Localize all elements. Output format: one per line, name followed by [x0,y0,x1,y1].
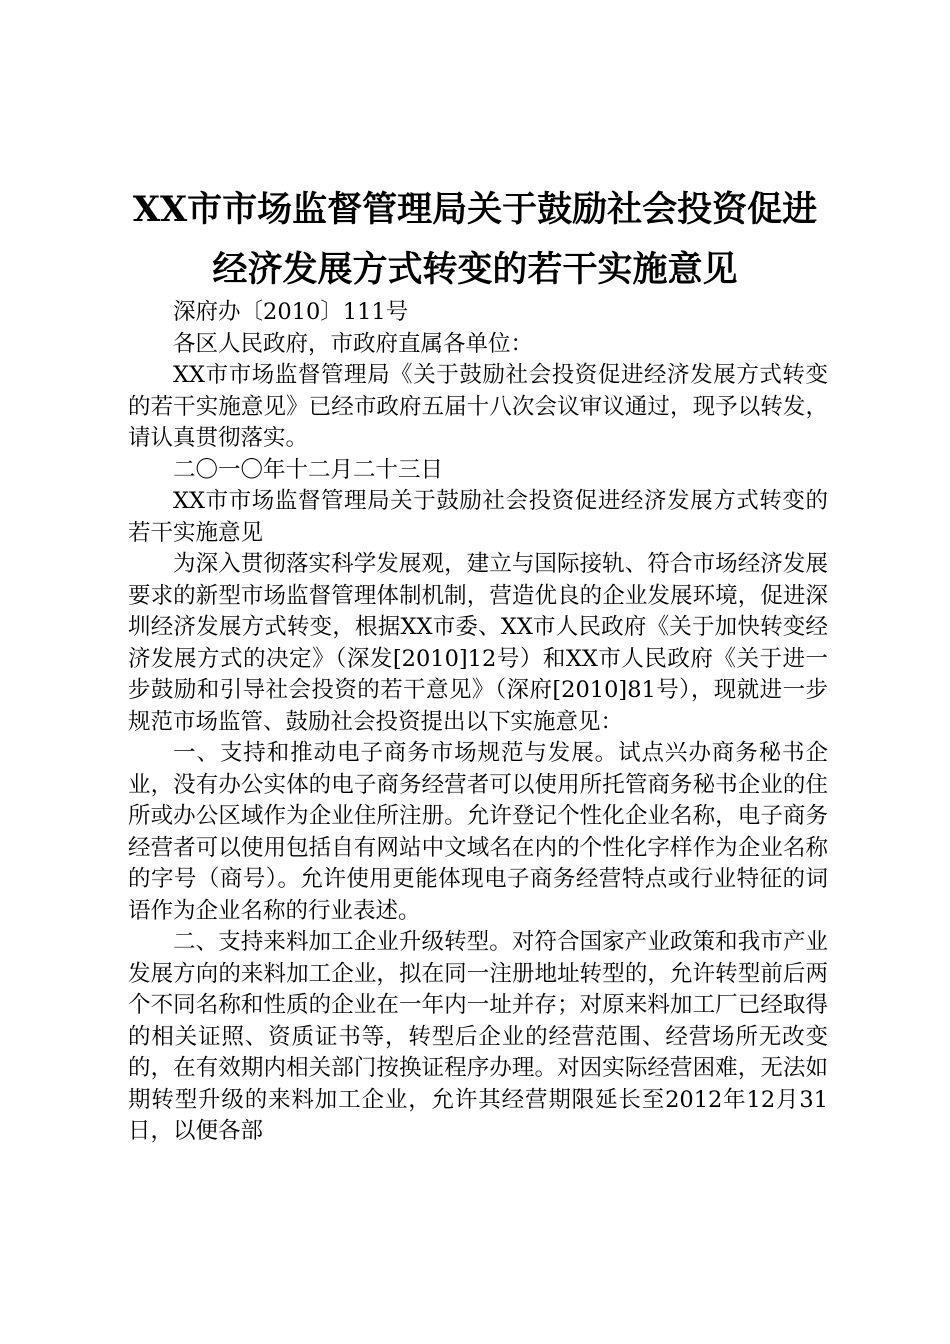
forwarding-notice: XX市市场监督管理局《关于鼓励社会投资促进经济发展方式转变的若干实施意见》已经市政府五届十八次会议审议通过，现予以转发，请认真贯彻落实。 [128,362,828,451]
addressee: 各区人民政府，市政府直属各单位： [173,330,534,357]
document-number: 深府办〔2010〕111号 [173,299,409,325]
document-title-line-2: 经济发展方式转变的若干实施意见 [212,249,738,290]
document-title-line-1: XX市市场监督管理局关于鼓励社会投资促进 [132,189,818,230]
issue-date: 二〇一〇年十二月二十三日 [173,456,444,483]
attachment-title: XX市市场监督管理局关于鼓励社会投资促进经济发展方式转变的若干实施意见 [128,488,828,546]
section-2-paragraph: 二、支持来料加工企业升级转型。对符合国家产业政策和我市产业发展方向的来料加工企业，拟在同一注册地址转型的，允许转型前后两个不同名称和性质的企业在一年内一址并存；对原来料加工厂已经取得的相关证照、资质证书等，转型后企业的经营范围、经营场所无改变的，在有效期内相关部门按换证程序办理。对因实际经营困难，无法如期转型升级的来料加工企业，允许其经营期限延长至2012年12月31日，以便各部 [128,929,828,1144]
preamble-paragraph: 为深入贯彻落实科学发展观，建立与国际接轨、符合市场经济发展要求的新型市场监督管理体制机制，营造优良的企业发展环境，促进深圳经济发展方式转变，根据XX市委、XX市人民政府《关于加快转变经济发展方式的决定》（深发[2010]12号）和XX市人民政府《关于进一步鼓励和引导社会投资的若干意见》（深府[2010]81号），现就进一步规范市场监管、鼓励社会投资提出以下实施意见： [128,551,828,735]
section-1-paragraph: 一、支持和推动电子商务市场规范与发展。试点兴办商务秘书企业，没有办公实体的电子商务经营者可以使用所托管商务秘书企业的住所或办公区域作为企业住所注册。允许登记个性化企业名称，电子商务经营者可以使用包括自有网站中文域名在内的个性化字样作为企业名称的字号（商号）。允许使用更能体现电子商务经营特点或行业特征的词语作为企业名称的行业表述。 [128,740,828,924]
document-body [128,297,828,1148]
